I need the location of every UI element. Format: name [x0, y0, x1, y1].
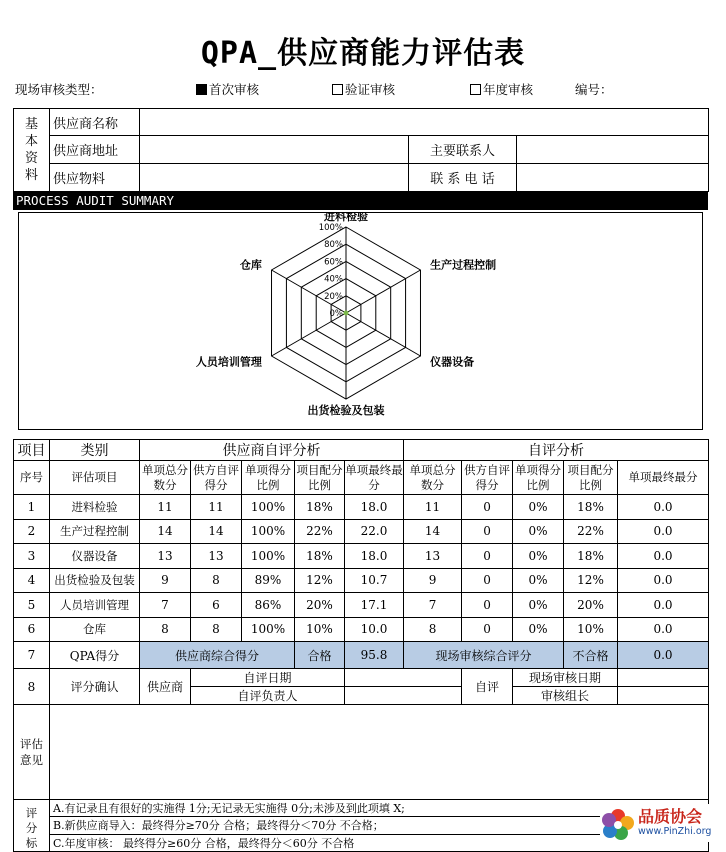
flower-logo-icon: [600, 806, 636, 842]
table-cell: 0%: [513, 495, 564, 520]
table-cell: 0.0: [618, 519, 709, 544]
site-date-label: 现场审核日期: [513, 669, 618, 687]
radar-axis-label: 出货检验及包装: [307, 404, 385, 418]
table-cell: 10.7: [345, 568, 404, 593]
table-cell: 0%: [513, 519, 564, 544]
table-cell: 10%: [295, 617, 345, 642]
col-header: 单项总分数分: [404, 461, 462, 495]
basic-side-label: 基 本 资 料: [14, 109, 50, 192]
table-row: [14, 568, 709, 593]
option-first-audit[interactable]: 首次审核: [196, 80, 259, 98]
col-header: 序号: [14, 461, 50, 495]
table-cell: 进料检验: [50, 495, 140, 520]
table-cell: 0%: [513, 617, 564, 642]
audit-type-label: 现场审核类型：: [15, 82, 103, 97]
qpa-row-label: QPA得分: [50, 642, 140, 669]
qpa-row-no: 7: [14, 642, 50, 669]
pinzhi-logo: [600, 804, 718, 842]
table-cell: 0%: [513, 568, 564, 593]
contact-field[interactable]: [517, 136, 709, 164]
radar-center-point: [344, 311, 349, 316]
table-cell: 1: [14, 495, 50, 520]
table-cell: 100%: [242, 617, 295, 642]
col-header: 项目配分比例: [564, 461, 618, 495]
table-cell: 13: [404, 544, 462, 569]
self-owner-label: 自评负责人: [191, 687, 345, 705]
team-lead-label: 审核组长: [513, 687, 618, 705]
col-header: 单项最终最分: [618, 461, 709, 495]
site-date-field[interactable]: [618, 669, 709, 687]
table-cell: 6: [191, 593, 242, 618]
table-cell: 0: [462, 568, 513, 593]
site-total-result: 不合格: [564, 642, 618, 669]
table-cell: 89%: [242, 568, 295, 593]
table-cell: 0%: [513, 544, 564, 569]
table-cell: 100%: [242, 519, 295, 544]
table-cell: 0: [462, 617, 513, 642]
table-cell: 8: [191, 617, 242, 642]
table-cell: 10%: [564, 617, 618, 642]
table-cell: 0.0: [618, 593, 709, 618]
table-cell: 0.0: [618, 617, 709, 642]
group-header-item: 项目: [14, 440, 50, 461]
group-header-supplier: 供应商自评分析: [140, 440, 404, 461]
logo-text: 品质协会: [638, 807, 703, 826]
col-header: 供方自评得分: [462, 461, 513, 495]
supplier-name-field[interactable]: [140, 109, 709, 136]
supply-material-field[interactable]: [140, 164, 409, 192]
supplier-total-label: 供应商综合得分: [140, 642, 295, 669]
table-cell: 18.0: [345, 495, 404, 520]
radar-axis-label: 进料检验: [324, 213, 368, 223]
contact-label: 主要联系人: [409, 136, 517, 164]
table-cell: 0.0: [618, 544, 709, 569]
self-owner-field[interactable]: [345, 687, 462, 705]
table-cell: 5: [14, 593, 50, 618]
supplier-address-label: 供应商地址: [50, 136, 140, 164]
table-cell: 14: [191, 519, 242, 544]
radar-axis-line: [346, 270, 420, 313]
table-cell: 13: [140, 544, 191, 569]
col-header: 供方自评得分: [191, 461, 242, 495]
table-cell: 18%: [564, 544, 618, 569]
group-header-self: 自评分析: [404, 440, 709, 461]
radar-axis-line: [346, 313, 420, 356]
table-cell: 12%: [295, 568, 345, 593]
table-cell: 人员培训管理: [50, 593, 140, 618]
table-cell: 22%: [564, 519, 618, 544]
option-verify-audit[interactable]: 验证审核: [332, 80, 395, 98]
table-cell: 12%: [564, 568, 618, 593]
site-total-label: 现场审核综合评分: [404, 642, 564, 669]
radar-chart-box: [18, 212, 703, 430]
table-cell: 6: [14, 617, 50, 642]
evaluation-table: [13, 439, 712, 852]
col-header: 单项总分数分: [140, 461, 191, 495]
radar-axis-label: 仓库: [239, 258, 262, 272]
table-cell: 0: [462, 519, 513, 544]
supplier-total-result: 合格: [295, 642, 345, 669]
group-header-category: 类别: [50, 440, 140, 461]
radar-tick-label: 40%: [324, 274, 343, 285]
radar-tick-label: 60%: [324, 257, 343, 268]
phone-field[interactable]: [517, 164, 709, 192]
checkbox-empty-icon: [470, 84, 481, 95]
table-cell: 20%: [295, 593, 345, 618]
table-cell: 3: [14, 544, 50, 569]
self-date-label: 自评日期: [191, 669, 345, 687]
phone-label: 联 系 电 话: [409, 164, 517, 192]
table-row: [14, 544, 709, 569]
col-header: 单项最终最分: [345, 461, 404, 495]
table-cell: 11: [140, 495, 191, 520]
checkbox-checked-icon: [196, 84, 207, 95]
checkbox-empty-icon: [332, 84, 343, 95]
radar-axis-line: [272, 313, 346, 356]
confirm-self: 自评: [462, 669, 513, 705]
radar-tick-label: 100%: [318, 223, 343, 233]
table-row: [14, 519, 709, 544]
col-header: 评估项目: [50, 461, 140, 495]
table-cell: 100%: [242, 544, 295, 569]
site-total-score: 0.0: [618, 642, 709, 669]
criteria-c: C.年度审核： 最终得分≥60分 合格，最终得分＜60分 不合格: [50, 834, 709, 851]
radar-tick-label: 80%: [324, 240, 343, 251]
criteria-b: B.新供应商导入：最终得分≥70分 合格；最终得分＜70分 不合格；: [50, 817, 709, 834]
table-cell: 8: [191, 568, 242, 593]
radar-tick-label: 0%: [329, 309, 343, 319]
confirm-row-label: 评分确认: [50, 669, 140, 705]
opinion-field[interactable]: [50, 705, 709, 800]
confirm-supplier: 供应商: [140, 669, 191, 705]
table-cell: 0: [462, 593, 513, 618]
table-cell: 0.0: [618, 568, 709, 593]
radar-axis-label: 仪器设备: [430, 355, 475, 369]
table-cell: 0: [462, 495, 513, 520]
radar-tick-label: 20%: [324, 291, 343, 302]
table-cell: 9: [140, 568, 191, 593]
radar-chart: [19, 213, 702, 429]
table-cell: 22.0: [345, 519, 404, 544]
table-cell: 18%: [295, 544, 345, 569]
table-row: [14, 593, 709, 618]
supplier-name-label: 供应商名称: [50, 109, 140, 136]
supplier-address-field[interactable]: [140, 136, 409, 164]
table-cell: 11: [404, 495, 462, 520]
option-annual-audit[interactable]: 年度审核: [470, 80, 533, 98]
opinion-label: 评估 意见: [14, 705, 50, 800]
number-label: 编号：: [575, 82, 613, 97]
table-row: [14, 495, 709, 520]
criteria-label: 评 分 标: [14, 800, 50, 852]
table-cell: 18%: [564, 495, 618, 520]
logo-url: www.PinZhi.org: [638, 826, 712, 837]
table-cell: 0: [462, 544, 513, 569]
col-header: 单项得分比例: [513, 461, 564, 495]
table-cell: 仪器设备: [50, 544, 140, 569]
criteria-a: A.有记录且有很好的实施得 1分;无记录无实施得 0分;未涉及到此项填 X;: [50, 800, 709, 817]
col-header: 单项得分比例: [242, 461, 295, 495]
table-cell: 0%: [513, 593, 564, 618]
table-cell: 7: [140, 593, 191, 618]
table-cell: 8: [140, 617, 191, 642]
table-cell: 11: [191, 495, 242, 520]
table-cell: 22%: [295, 519, 345, 544]
table-cell: 9: [404, 568, 462, 593]
table-cell: 14: [140, 519, 191, 544]
supply-material-label: 供应物料: [50, 164, 140, 192]
col-header: 项目配分比例: [295, 461, 345, 495]
radar-axis-label: 人员培训管理: [195, 355, 262, 369]
table-row: [14, 617, 709, 642]
summary-banner: PROCESS AUDIT SUMMARY: [13, 192, 708, 210]
table-cell: 20%: [564, 593, 618, 618]
confirm-row-no: 8: [14, 669, 50, 705]
table-cell: 17.1: [345, 593, 404, 618]
table-cell: 7: [404, 593, 462, 618]
table-cell: 100%: [242, 495, 295, 520]
table-cell: 4: [14, 568, 50, 593]
table-cell: 86%: [242, 593, 295, 618]
table-cell: 2: [14, 519, 50, 544]
basic-info-table: [13, 108, 709, 192]
table-cell: 18%: [295, 495, 345, 520]
table-cell: 13: [191, 544, 242, 569]
table-cell: 仓库: [50, 617, 140, 642]
table-cell: 0.0: [618, 495, 709, 520]
team-lead-field[interactable]: [618, 687, 709, 705]
radar-axis-label: 生产过程控制: [430, 258, 497, 272]
supplier-total-score: 95.8: [345, 642, 404, 669]
table-cell: 14: [404, 519, 462, 544]
table-cell: 8: [404, 617, 462, 642]
table-cell: 18.0: [345, 544, 404, 569]
page-title: QPA_供应商能力评估表: [200, 36, 526, 71]
table-cell: 出货检验及包装: [50, 568, 140, 593]
table-cell: 生产过程控制: [50, 519, 140, 544]
self-date-field[interactable]: [345, 669, 462, 687]
table-cell: 10.0: [345, 617, 404, 642]
